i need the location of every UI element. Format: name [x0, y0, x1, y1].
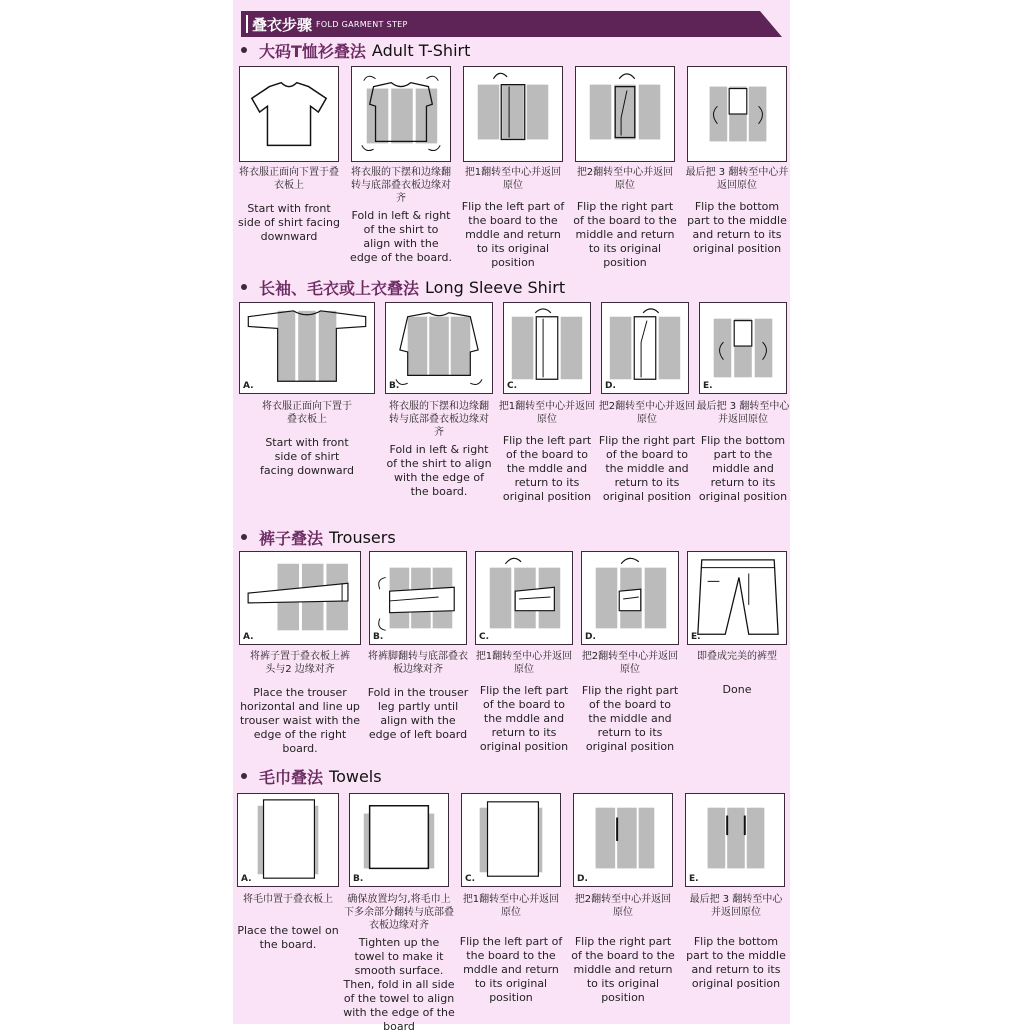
tshirt-fold-sides-icon: [352, 67, 450, 161]
caption-zh: 把2翻转至中心并返回原位: [576, 167, 674, 191]
caption-zh: 将毛巾置于叠衣板上: [243, 894, 333, 905]
towel-place-icon: [238, 794, 338, 886]
section-title-cn: 长袖、毛衣或上衣叠法: [259, 278, 420, 298]
step-letter: E.: [691, 632, 701, 642]
towels-step-a-panel: [237, 793, 339, 887]
instruction-sheet: [233, 0, 790, 1033]
step-letter: C.: [465, 874, 476, 884]
caption-en: Flip the bottom part to the middle and return to its original position: [698, 434, 788, 503]
bullet-icon: [241, 284, 247, 290]
board-flip-right-icon: [582, 552, 678, 644]
step-letter: B.: [353, 874, 364, 884]
longsleeve-step-a-panel: [239, 302, 375, 394]
section-title-en: Long Sleeve Shirt: [425, 277, 566, 297]
caption-zh: 最后把 3 翻转至中心并返回原位: [696, 401, 790, 425]
step-letter: B.: [373, 632, 384, 642]
step-letter: E.: [689, 874, 699, 884]
towels-step-b-caption: [343, 893, 455, 1034]
caption-en: Fold in left & right of the shirt to align with the edge of the board.: [350, 209, 452, 264]
longsleeve-step-b-panel: [385, 302, 493, 394]
tshirt-step-c-caption: [461, 166, 565, 270]
board-flip-bottom-icon: [686, 794, 784, 886]
caption-zh: 将衣服的下摆和边缘翻转与底部叠衣板边缘对齐: [389, 401, 489, 438]
caption-en: Flip the right part of the board to the middle and return to its original position: [581, 684, 679, 753]
step-letter: A.: [243, 632, 254, 642]
towels-step-e-panel: [685, 793, 785, 887]
header-divider: [246, 15, 248, 33]
bullet-icon: [241, 773, 247, 779]
board-flip-right-icon: [576, 67, 674, 161]
section-title-towels: [241, 765, 382, 787]
towels-step-b-panel: [349, 793, 449, 887]
longsleeve-step-d-caption: [597, 400, 697, 504]
tshirt-front-icon: [240, 67, 338, 161]
caption-en: Place the trouser horizontal and line up trouser waist with the edge of the right board.: [239, 686, 361, 755]
page-header: [241, 11, 782, 37]
towels-step-d-panel: [573, 793, 673, 887]
trousers-step-e-caption: [685, 650, 789, 697]
section-title-cn: 大码T恤衫叠法: [259, 41, 366, 61]
longsleeve-front-icon: [240, 303, 374, 393]
trousers-step-b-caption: [365, 650, 471, 742]
folded-trousers-icon: [688, 552, 786, 644]
tshirt-step-c-panel: [463, 66, 563, 162]
board-flip-right-icon: [574, 794, 672, 886]
longsleeve-step-c-panel: [503, 302, 591, 394]
tshirt-step-a-caption: [235, 166, 343, 244]
caption-en: Flip the left part of the board to the mddle and return to its original position: [502, 434, 592, 503]
towel-fold-sides-icon: [350, 794, 448, 886]
trousers-step-c-panel: [475, 551, 573, 645]
trousers-step-e-panel: [687, 551, 787, 645]
board-flip-left-icon: [504, 303, 590, 393]
section-title-cn: 毛巾叠法: [259, 767, 324, 787]
caption-zh: 将裤子置于叠衣板上裤头与2 边缘对齐: [250, 651, 350, 675]
step-letter: D.: [577, 874, 588, 884]
board-flip-bottom-icon: [688, 67, 786, 161]
step-letter: B.: [389, 381, 400, 391]
caption-en: Flip the left part of the board to the mddle and return to its original position: [461, 200, 565, 269]
longsleeve-step-c-caption: [497, 400, 597, 504]
caption-en: Fold in the trouser leg partly until align with the edge of left board: [367, 686, 469, 741]
tshirt-step-e-caption: [685, 166, 789, 256]
caption-en: Flip the right part of the board to the middle and return to its original position: [573, 200, 677, 269]
section-title-en: Adult T-Shirt: [371, 40, 471, 60]
tshirt-step-d-caption: [573, 166, 677, 270]
step-letter: E.: [703, 381, 713, 391]
caption-zh: 即叠成完美的裤型: [697, 651, 777, 662]
board-flip-left-icon: [462, 794, 560, 886]
caption-en: Done: [722, 683, 752, 696]
board-flip-right-icon: [602, 303, 688, 393]
caption-en: Flip the bottom part to the middle and return to its original position: [686, 935, 786, 990]
caption-en: Start with front side of shirt facing downward: [238, 202, 340, 243]
caption-zh: 将裤脚翻转与底部叠衣板边缘对齐: [368, 651, 468, 675]
towels-step-d-caption: [571, 893, 675, 1005]
bullet-icon: [241, 47, 247, 53]
tshirt-step-b-caption: [349, 166, 453, 265]
trousers-step-d-caption: [579, 650, 681, 754]
section-title-tshirt: [241, 39, 470, 61]
caption-en: Start with front side of shirt facing downward: [260, 436, 354, 477]
trousers-step-c-caption: [473, 650, 575, 754]
step-letter: D.: [585, 632, 596, 642]
caption-zh: 把1翻转至中心并返回原位: [464, 167, 562, 191]
bullet-icon: [241, 534, 247, 540]
caption-zh: 将衣服正面向下置于叠衣板上: [239, 167, 339, 191]
caption-zh: 将衣服的下摆和边缘翻转与底部叠衣板边缘对齐: [351, 167, 451, 204]
towels-step-a-caption: [235, 893, 341, 952]
caption-zh: 把2翻转至中心并返回原位: [581, 651, 679, 675]
step-letter: D.: [605, 381, 616, 391]
header-corner-cut: [760, 11, 782, 37]
caption-zh: 最后把 3 翻转至中心并返回原位: [685, 167, 789, 191]
caption-en: Flip the left part of the board to the mddle and return to its original position: [479, 684, 569, 753]
tshirt-step-a-panel: [239, 66, 339, 162]
trousers-step-d-panel: [581, 551, 679, 645]
header-title-en: FOLD GARMENT STEP: [316, 19, 408, 29]
tshirt-step-b-panel: [351, 66, 451, 162]
caption-en: Fold in left & right of the shirt to align with the edge of the board.: [386, 443, 492, 498]
towels-step-e-caption: [685, 893, 787, 991]
caption-en: Flip the left part of the board to the mddle and return to its original position: [459, 935, 563, 1004]
trousers-step-a-caption: [237, 650, 363, 756]
caption-zh: 把1翻转至中心并返回原位: [498, 401, 596, 425]
board-flip-left-icon: [464, 67, 562, 161]
towels-step-c-panel: [461, 793, 561, 887]
step-letter: C.: [507, 381, 518, 391]
longsleeve-step-e-panel: [699, 302, 787, 394]
header-title-cn: 叠衣步骤: [252, 15, 313, 34]
caption-en: Flip the right part of the board to the middle and return to its original position: [598, 434, 696, 503]
caption-zh: 确保放置均匀,将毛巾上下多余部分翻转与底部叠衣板边缘对齐: [344, 894, 454, 931]
caption-zh: 把1翻转至中心并返回原位: [475, 651, 573, 675]
trousers-step-b-panel: [369, 551, 467, 645]
section-title-cn: 裤子叠法: [259, 528, 324, 548]
trousers-step-a-panel: [239, 551, 361, 645]
caption-en: Place the towel on the board.: [237, 924, 339, 951]
caption-en: Flip the bottom part to the middle and return to its original position: [687, 200, 787, 255]
section-title-en: Towels: [329, 766, 382, 786]
step-letter: A.: [243, 381, 254, 391]
caption-en: Flip the right part of the board to the middle and return to its original position: [571, 935, 675, 1004]
longsleeve-step-b-caption: [385, 400, 493, 499]
longsleeve-step-a-caption: [239, 400, 375, 478]
caption-zh: 将衣服正面向下置于叠衣板上: [262, 401, 352, 425]
board-flip-bottom-icon: [700, 303, 786, 393]
tshirt-step-d-panel: [575, 66, 675, 162]
longsleeve-step-e-caption: [695, 400, 791, 504]
longsleeve-step-d-panel: [601, 302, 689, 394]
section-title-long-sleeve: [241, 276, 565, 298]
caption-zh: 最后把 3 翻转至中心并返回原位: [689, 894, 783, 918]
section-title-trousers: [241, 526, 396, 548]
section-title-en: Trousers: [329, 527, 396, 547]
step-letter: C.: [479, 632, 490, 642]
caption-zh: 把2翻转至中心并返回原位: [598, 401, 696, 425]
trousers-place-icon: [240, 552, 360, 644]
caption-zh: 把2翻转至中心并返回原位: [574, 894, 672, 918]
step-letter: A.: [241, 874, 252, 884]
longsleeve-fold-sides-icon: [386, 303, 492, 393]
caption-zh: 把1翻转至中心并返回原位: [462, 894, 560, 918]
tshirt-step-e-panel: [687, 66, 787, 162]
towels-step-c-caption: [459, 893, 563, 1005]
board-flip-left-icon: [476, 552, 572, 644]
trousers-fold-leg-icon: [370, 552, 466, 644]
caption-en: Tighten up the towel to make it smooth surface. Then, fold in all side of the towel to align with the edge of the board: [343, 936, 455, 1033]
